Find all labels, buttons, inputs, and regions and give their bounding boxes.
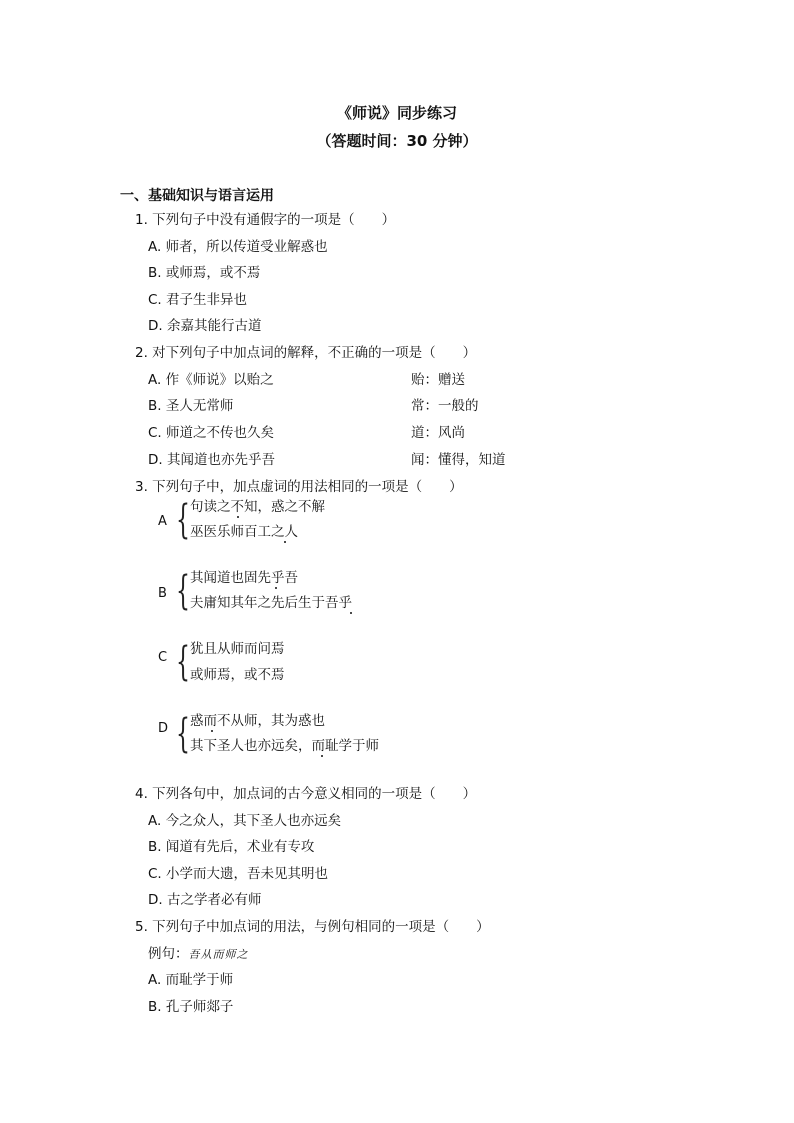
question-3-group-a-label: A xyxy=(158,514,167,529)
question-4-option-a: A. 今之众人，其下圣人也亦远矣 xyxy=(148,813,342,829)
emphasis-dot xyxy=(284,541,286,543)
question-4-option-c: C. 小学而大遗，吾未见其明也 xyxy=(148,866,329,882)
question-4-option-d: D. 古之学者必有师 xyxy=(148,892,262,908)
example-text: 吾从而师之 xyxy=(188,948,249,961)
question-3-group-a-line-1: 句读之不知，惑之不解 xyxy=(190,499,325,515)
question-2-gloss-a: 贻：赠送 xyxy=(411,372,465,388)
page-title: 《师说》同步练习 xyxy=(336,104,457,122)
question-5-option-a: A. 而耻学于师 xyxy=(148,972,234,988)
emphasis-dot xyxy=(321,755,323,757)
question-3-group-d-label: D xyxy=(158,721,169,736)
question-1-option-b: B. 或师焉，或不焉 xyxy=(148,265,261,281)
question-2-option-c: C. 师道之不传也久矣 xyxy=(148,425,275,441)
question-2-option-a: A. 作《师说》以贻之 xyxy=(148,372,274,388)
question-2-stem: 2. 对下列句子中加点词的解释，不正确的一项是（ ） xyxy=(135,345,477,361)
brace-icon: { xyxy=(176,639,190,685)
example-label: 例句： xyxy=(148,946,189,962)
question-3-group-b-label: B xyxy=(158,586,167,601)
page-subtitle: （答题时间：30 分钟） xyxy=(316,132,478,150)
emphasis-dot xyxy=(350,612,352,614)
emphasis-dot xyxy=(211,730,213,732)
question-1-option-d: D. 余嘉其能行古道 xyxy=(148,318,262,334)
question-3-group-a-line-2: 巫医乐师百工之人 xyxy=(190,524,298,540)
question-3-group-c-line-2: 或师焉，或不焉 xyxy=(190,667,285,683)
question-1-option-c: C. 君子生非异也 xyxy=(148,292,248,308)
question-3-group-b-line-2: 夫庸知其年之先后生于吾乎 xyxy=(190,595,352,611)
question-2-gloss-b: 常：一般的 xyxy=(411,398,479,414)
question-2-gloss-d: 闻：懂得，知道 xyxy=(411,452,506,468)
emphasis-dot xyxy=(275,587,277,589)
question-1-stem: 1. 下列句子中没有通假字的一项是（ ） xyxy=(135,212,396,228)
question-1-option-a: A. 师者，所以传道受业解惑也 xyxy=(148,239,328,255)
question-3-group-b-line-1: 其闻道也固先乎吾 xyxy=(190,570,298,586)
brace-icon: { xyxy=(176,497,190,543)
emphasis-dot xyxy=(237,516,239,518)
question-4-stem: 4. 下列各句中，加点词的古今意义相同的一项是（ ） xyxy=(135,786,477,802)
question-2-option-b: B. 圣人无常师 xyxy=(148,398,234,414)
question-3-group-c-line-1: 犹且从师而问焉 xyxy=(190,641,285,657)
question-2-option-d: D. 其闻道也亦先乎吾 xyxy=(148,452,275,468)
question-5-stem: 5. 下列句子中加点词的用法，与例句相同的一项是（ ） xyxy=(135,919,490,935)
question-3-group-c-label: C xyxy=(158,650,168,665)
brace-icon: { xyxy=(176,711,190,757)
question-2-gloss-c: 道：风尚 xyxy=(411,425,465,441)
question-5-option-b: B. 孔子师郯子 xyxy=(148,999,234,1015)
question-4-option-b: B. 闻道有先后，术业有专攻 xyxy=(148,839,315,855)
question-3-group-d-line-1: 惑而不从师，其为惑也 xyxy=(190,713,325,729)
section-heading: 一、基础知识与语言运用 xyxy=(120,188,274,204)
question-3-group-d-line-2: 其下圣人也亦远矣，而耻学于师 xyxy=(190,738,379,754)
brace-icon: { xyxy=(176,568,190,614)
question-5-example xyxy=(148,945,249,964)
question-3-stem: 3. 下列句子中，加点虚词的用法相同的一项是（ ） xyxy=(135,479,463,495)
